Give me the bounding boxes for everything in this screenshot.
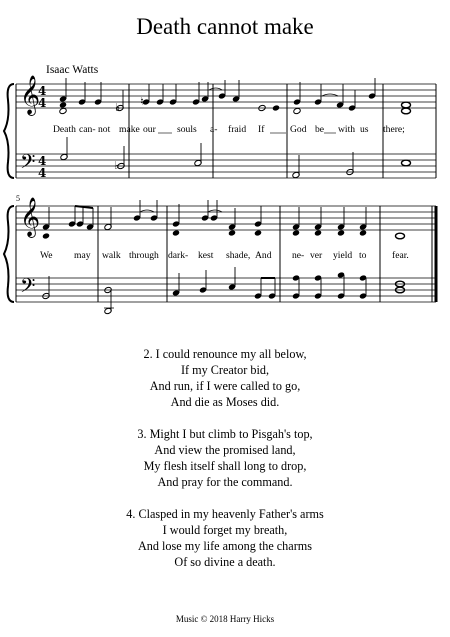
verse-line: 3. Might I but climb to Pisgah's top, [137,427,313,441]
grand-staff-brace [4,84,14,178]
lyric-syllable: And [255,250,272,261]
lyric-syllable: ne- [292,250,305,261]
lyric-syllable: We [40,250,53,261]
lyric-syllable: be [315,124,325,135]
bass-clef-icon: 𝄢 [20,150,36,178]
verse-line: 2. I could renounce my all below, [143,347,307,361]
lyric-syllable: fear. [392,250,409,261]
lyric-syllable: can- [79,124,96,135]
verse-2 [0,346,450,410]
lyric-syllable: make [119,124,140,135]
lyrics-line-1 [53,124,405,135]
verse-line: My flesh itself shall long to drop, [143,459,307,473]
svg-text:4: 4 [38,166,47,180]
lyric-syllable: our [143,124,156,135]
svg-text:♭: ♭ [115,102,121,114]
lyric-syllable: souls [177,124,197,135]
verse-line: I would forget my breath, [162,523,288,537]
verse-line: And run, if I were called to go, [149,379,301,393]
lyric-syllable: dark- [168,250,189,261]
lyrics-line-2 [40,250,409,261]
lyric-syllable: a- [210,124,218,135]
verse-line: And view the promised land, [154,443,296,457]
lyric-syllable: fraid [228,124,247,135]
song-title: Death cannot make [136,14,314,39]
lyric-syllable: with [338,124,356,135]
svg-text:4: 4 [38,96,47,110]
measure-number: 5 [16,194,20,203]
verse-4 [0,506,450,570]
svg-text:♮: ♮ [140,96,144,108]
lyric-syllable: If [258,124,265,135]
lyric-syllable: to [359,250,367,261]
svg-text:♭: ♭ [114,160,120,172]
verse-line: Of so divine a death. [174,555,276,569]
system-2 [4,194,436,315]
svg-text:𝄢: 𝄢 [20,274,36,302]
verse-line: And lose my life among the charms [138,539,312,553]
verse-line: If my Creator bid, [181,363,269,377]
svg-text:4: 4 [38,154,47,168]
svg-text:𝄞: 𝄞 [20,197,41,237]
lyric-syllable: Death [53,124,76,135]
lyric-syllable: yield [333,250,353,261]
additional-verses [0,346,450,586]
lyricist-name: Isaac Watts [46,64,99,76]
copyright-footer: Music © 2018 Harry Hicks [175,614,275,624]
verse-line: And die as Moses did. [170,395,280,409]
lyric-syllable: may [74,250,91,261]
lyric-syllable: walk [102,250,121,261]
lyric-syllable: shade, [226,250,251,261]
lyric-syllable: there; [383,124,405,135]
svg-text:4: 4 [38,84,47,98]
lyric-syllable: us [360,124,369,135]
verse-3 [0,426,450,490]
treble-stems-1 [66,78,375,108]
lyric-syllable: through [129,250,159,261]
grand-staff-brace [4,206,14,302]
verse-line: And pray for the command. [157,475,293,489]
lyric-syllable: kest [198,250,214,261]
bass-staff-1 [16,154,436,178]
lyric-syllable: ver [310,250,323,261]
treble-clef-icon: 𝄞 [20,75,41,115]
bass-staff-2 [16,278,436,302]
lyric-syllable: not [98,124,111,135]
lyric-syllable: God [290,124,307,135]
verse-line: 4. Clasped in my heavenly Father's arms [126,507,324,521]
